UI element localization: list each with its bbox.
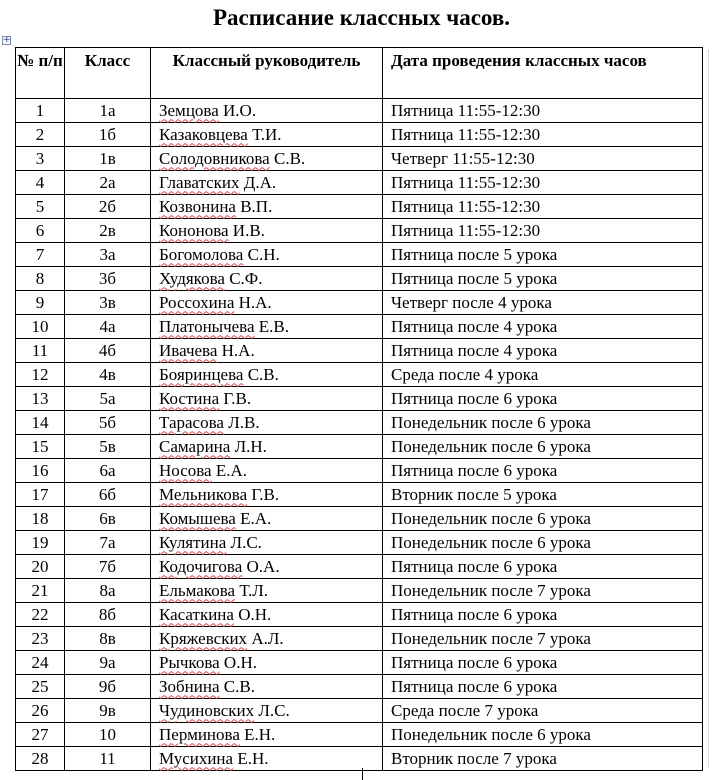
table-row (16, 147, 703, 171)
row-date: Пятница после 6 урока (383, 387, 703, 411)
row-class: 8а (65, 579, 151, 603)
teacher-initials: Е.А. (240, 508, 272, 528)
table-row (16, 579, 703, 603)
row-date: Пятница после 6 урока (383, 603, 703, 627)
row-date: Понедельник после 6 урока (383, 531, 703, 555)
row-date: Среда после 7 урока (383, 699, 703, 723)
row-date: Понедельник после 6 урока (383, 723, 703, 747)
teacher-initials: С.Н. (247, 244, 280, 264)
teacher-initials: Г.В. (251, 484, 280, 504)
row-class: 1в (65, 147, 151, 171)
row-date: Пятница 11:55-12:30 (383, 123, 703, 147)
row-date: Пятница 11:55-12:30 (383, 99, 703, 123)
table-row (16, 651, 703, 675)
row-number: 4 (16, 171, 65, 195)
teacher-last-name: Чудиновских (159, 700, 255, 720)
row-class: 3б (65, 267, 151, 291)
teacher-initials: Л.С. (258, 700, 290, 720)
row-teacher (151, 315, 383, 339)
row-number: 26 (16, 699, 65, 723)
table-row (16, 435, 703, 459)
teacher-initials: Л.С. (230, 532, 262, 552)
table-row (16, 195, 703, 219)
row-number: 1 (16, 99, 65, 123)
row-date: Пятница после 4 урока (383, 315, 703, 339)
teacher-initials: О.Н. (238, 604, 272, 624)
teacher-initials: Л.Н. (234, 436, 267, 456)
teacher-last-name: Богомолова (159, 244, 244, 264)
row-date: Пятница после 6 урока (383, 675, 703, 699)
row-number: 11 (16, 339, 65, 363)
table-row (16, 531, 703, 555)
table-row (16, 555, 703, 579)
teacher-initials: Н.А. (221, 340, 255, 360)
teacher-initials: И.О. (223, 100, 257, 120)
table-row (16, 339, 703, 363)
row-date: Вторник после 7 урока (383, 747, 703, 771)
row-class: 4б (65, 339, 151, 363)
row-class: 10 (65, 723, 151, 747)
teacher-last-name: Самарина (159, 436, 231, 456)
row-number: 7 (16, 243, 65, 267)
row-number: 14 (16, 411, 65, 435)
table-row (16, 459, 703, 483)
row-number: 22 (16, 603, 65, 627)
table-move-handle-icon[interactable]: + (3, 35, 11, 45)
row-teacher (151, 651, 383, 675)
teacher-initials: Л.В. (228, 412, 260, 432)
row-date: Понедельник после 7 урока (383, 579, 703, 603)
row-number: 28 (16, 747, 65, 771)
row-teacher (151, 531, 383, 555)
teacher-last-name: Россохина (159, 292, 235, 312)
row-class: 7а (65, 531, 151, 555)
row-teacher (151, 459, 383, 483)
row-class: 2а (65, 171, 151, 195)
row-date: Пятница 11:55-12:30 (383, 171, 703, 195)
row-teacher (151, 627, 383, 651)
row-number: 6 (16, 219, 65, 243)
row-number: 17 (16, 483, 65, 507)
row-teacher (151, 507, 383, 531)
teacher-last-name: Казаковцева (159, 124, 248, 144)
row-teacher (151, 291, 383, 315)
row-number: 25 (16, 675, 65, 699)
row-number: 24 (16, 651, 65, 675)
row-teacher (151, 195, 383, 219)
teacher-last-name: Рычкова (159, 652, 220, 672)
row-teacher (151, 603, 383, 627)
table-row (16, 747, 703, 771)
teacher-last-name: Кононова (159, 220, 229, 240)
teacher-initials: Н.А. (238, 292, 272, 312)
row-date: Понедельник после 6 урока (383, 435, 703, 459)
row-date: Пятница 11:55-12:30 (383, 219, 703, 243)
row-teacher (151, 555, 383, 579)
teacher-initials: С.В. (273, 148, 306, 168)
row-class: 4а (65, 315, 151, 339)
row-number: 5 (16, 195, 65, 219)
row-number: 2 (16, 123, 65, 147)
table-row (16, 363, 703, 387)
row-number: 18 (16, 507, 65, 531)
teacher-initials: О.Н. (223, 652, 257, 672)
teacher-last-name: Костина (159, 388, 220, 408)
table-row (16, 315, 703, 339)
schedule-table (15, 47, 703, 771)
row-number: 23 (16, 627, 65, 651)
teacher-initials: И.В. (232, 220, 265, 240)
row-class: 7б (65, 555, 151, 579)
row-date: Понедельник после 6 урока (383, 507, 703, 531)
row-class: 4в (65, 363, 151, 387)
teacher-last-name: Касаткина (159, 604, 234, 624)
row-class: 5б (65, 411, 151, 435)
header-class: Класс (65, 48, 151, 99)
header-number: № п/п (16, 48, 65, 99)
teacher-initials: В.П. (240, 196, 273, 216)
table-row (16, 243, 703, 267)
teacher-last-name: Бояринцева (159, 364, 244, 384)
row-teacher (151, 219, 383, 243)
table-row (16, 219, 703, 243)
row-class: 6б (65, 483, 151, 507)
teacher-last-name: Козвонина (159, 196, 236, 216)
row-date: Среда после 4 урока (383, 363, 703, 387)
row-date: Понедельник после 7 урока (383, 627, 703, 651)
teacher-initials: С.В. (223, 676, 255, 696)
row-teacher (151, 147, 383, 171)
table-row (16, 411, 703, 435)
teacher-initials: Е.А. (215, 460, 248, 480)
row-date: Четверг 11:55-12:30 (383, 147, 703, 171)
row-teacher (151, 99, 383, 123)
teacher-initials: Е.Н. (244, 724, 276, 744)
row-number: 8 (16, 267, 65, 291)
header-date: Дата проведения классных часов (383, 48, 703, 99)
row-class: 8б (65, 603, 151, 627)
row-number: 3 (16, 147, 65, 171)
table-row (16, 291, 703, 315)
row-class: 2в (65, 219, 151, 243)
row-class: 5в (65, 435, 151, 459)
row-class: 9б (65, 675, 151, 699)
row-date: Пятница 11:55-12:30 (383, 195, 703, 219)
table-row (16, 723, 703, 747)
table-row (16, 627, 703, 651)
teacher-last-name: Солодовникова (159, 148, 270, 168)
teacher-last-name: Комышева (159, 508, 236, 528)
row-teacher (151, 699, 383, 723)
teacher-initials: Г.В. (223, 388, 252, 408)
row-teacher (151, 243, 383, 267)
teacher-last-name: Тарасова (159, 412, 224, 432)
row-teacher (151, 747, 383, 771)
row-class: 1а (65, 99, 151, 123)
teacher-initials: А.Л. (251, 628, 284, 648)
row-number: 27 (16, 723, 65, 747)
teacher-last-name: Кодочигова (159, 556, 243, 576)
row-class: 3в (65, 291, 151, 315)
teacher-initials: О.А. (246, 556, 280, 576)
row-teacher (151, 267, 383, 291)
row-date: Пятница после 6 урока (383, 555, 703, 579)
row-teacher (151, 723, 383, 747)
teacher-last-name: Мусихина (159, 748, 234, 768)
row-teacher (151, 339, 383, 363)
document-title: Расписание классных часов. (212, 5, 511, 30)
row-class: 6в (65, 507, 151, 531)
teacher-last-name: Главатских (159, 172, 240, 192)
table-row (16, 603, 703, 627)
row-teacher (151, 411, 383, 435)
row-date: Пятница после 5 урока (383, 267, 703, 291)
row-number: 16 (16, 459, 65, 483)
teacher-last-name: Носова (159, 460, 212, 480)
row-teacher (151, 435, 383, 459)
row-number: 21 (16, 579, 65, 603)
text-cursor (362, 768, 363, 780)
row-class: 5а (65, 387, 151, 411)
teacher-initials: С.В. (247, 364, 279, 384)
row-number: 20 (16, 555, 65, 579)
row-class: 6а (65, 459, 151, 483)
teacher-last-name: Зобнина (159, 676, 220, 696)
table-header-row (16, 48, 703, 99)
row-number: 19 (16, 531, 65, 555)
table-row (16, 171, 703, 195)
row-number: 12 (16, 363, 65, 387)
teacher-last-name: Худякова (159, 268, 225, 288)
teacher-initials: Д.А. (243, 172, 277, 192)
teacher-last-name: Платонычева (159, 316, 255, 336)
table-row (16, 123, 703, 147)
row-class: 11 (65, 747, 151, 771)
header-teacher: Классный руководитель (151, 48, 383, 99)
teacher-initials: С.Ф. (229, 268, 263, 288)
row-number: 13 (16, 387, 65, 411)
teacher-initials: Е.Н. (237, 748, 269, 768)
table-row (16, 483, 703, 507)
table-row (16, 507, 703, 531)
teacher-last-name: Кряжевских (159, 628, 248, 648)
table-row (16, 387, 703, 411)
table-row (16, 675, 703, 699)
row-teacher (151, 171, 383, 195)
row-teacher (151, 363, 383, 387)
row-date: Пятница после 6 урока (383, 651, 703, 675)
row-date: Четверг после 4 урока (383, 291, 703, 315)
text-boundary-line (708, 50, 710, 768)
teacher-initials: Е.В. (258, 316, 290, 336)
teacher-initials: Т.Л. (239, 580, 269, 600)
teacher-last-name: Мельникова (159, 484, 248, 504)
row-number: 15 (16, 435, 65, 459)
row-date: Пятница после 5 урока (383, 243, 703, 267)
row-date: Пятница после 6 урока (383, 459, 703, 483)
table-row (16, 267, 703, 291)
row-class: 9а (65, 651, 151, 675)
row-class: 8в (65, 627, 151, 651)
teacher-last-name: Ельмакова (159, 580, 236, 600)
row-teacher (151, 387, 383, 411)
row-class: 3а (65, 243, 151, 267)
row-teacher (151, 675, 383, 699)
row-date: Понедельник после 6 урока (383, 411, 703, 435)
row-date: Вторник после 5 урока (383, 483, 703, 507)
row-number: 10 (16, 315, 65, 339)
row-class: 9в (65, 699, 151, 723)
table-row (16, 99, 703, 123)
row-class: 1б (65, 123, 151, 147)
teacher-last-name: Ивачева (159, 340, 218, 360)
row-teacher (151, 579, 383, 603)
table-row (16, 699, 703, 723)
row-teacher (151, 483, 383, 507)
row-number: 9 (16, 291, 65, 315)
row-teacher (151, 123, 383, 147)
row-class: 2б (65, 195, 151, 219)
teacher-last-name: Кулятина (159, 532, 227, 552)
teacher-initials: Т.И. (252, 124, 282, 144)
row-date: Пятница после 4 урока (383, 339, 703, 363)
teacher-last-name: Земцова (159, 100, 219, 120)
teacher-last-name: Перминова (159, 724, 240, 744)
